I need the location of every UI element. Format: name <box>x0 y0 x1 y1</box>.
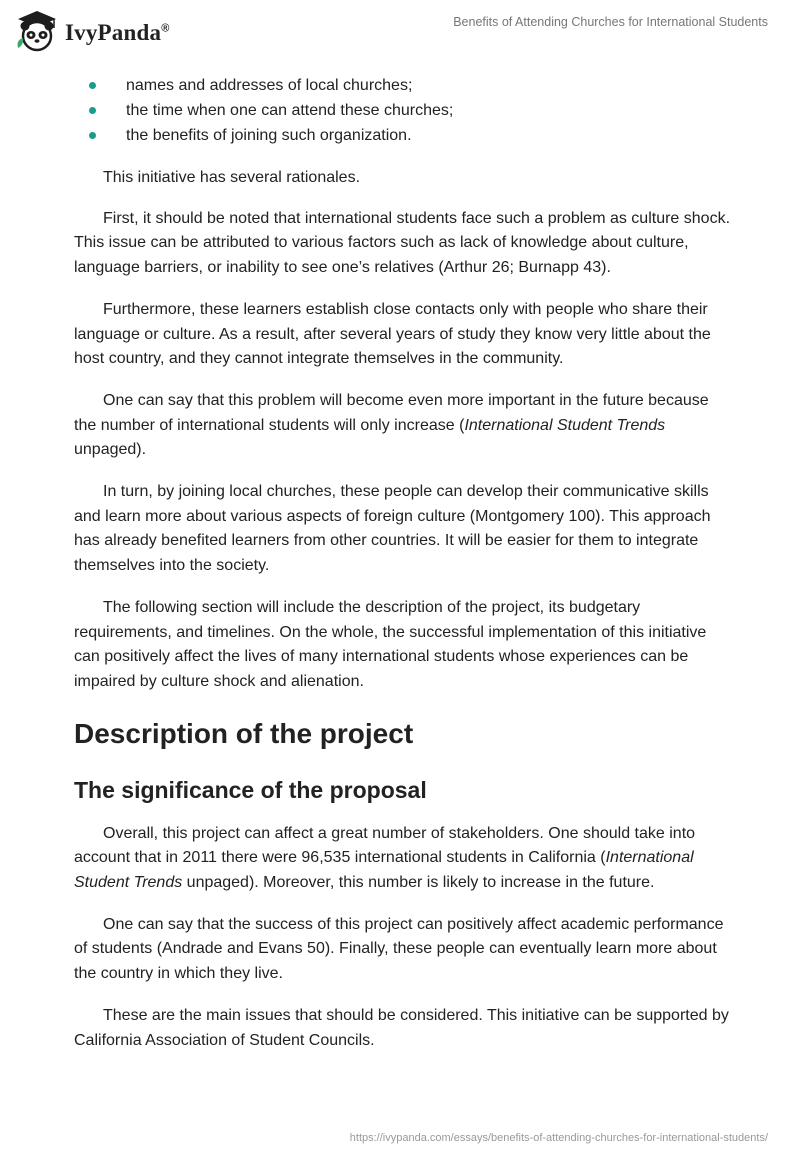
paragraph: In turn, by joining local churches, these people can develop their communicative skills and learn more about various aspects of foreign culture (Montgomery 100). This approach has already benefited learners from other countries. It will be easier for them to integrate themselves into the society. <box>74 483 711 575</box>
bullet-dot-icon <box>89 132 96 139</box>
panda-graduate-icon <box>14 8 60 54</box>
bullet-dot-icon <box>89 107 96 114</box>
paragraph: One can say that this problem will become even more important in the future because the number of international students will only increase (International Student Trends unpaged). <box>74 391 709 459</box>
source-url[interactable]: https://ivypanda.com/essays/benefits-of-attending-churches-for-international-students/ <box>349 1132 768 1144</box>
bullet-dot-icon <box>89 82 96 89</box>
ivypanda-logo[interactable] <box>14 8 170 54</box>
subsection-heading: The significance of the proposal <box>74 776 427 803</box>
bullet-list <box>74 73 730 148</box>
paragraph: One can say that the success of this project can positively affect academic performance of students (Andrade and Evans 50). Finally, these people can eventually learn more about the country in which they live. <box>74 915 724 983</box>
paragraph: The following section will include the description of the project, its budgetary requirements, and timelines. On the whole, the successful implementation of this initiative can positively affect the lives of many international students whose experiences can be impaired by culture shock and alienation. <box>74 598 707 690</box>
list-item: the benefits of joining such organization. <box>74 123 730 148</box>
paragraph: This initiative has several rationales. <box>103 169 361 186</box>
citation-title: International Student Trends <box>74 849 694 892</box>
section-heading: Description of the project <box>74 717 414 749</box>
logo-wordmark: IvyPanda® <box>65 20 170 45</box>
paragraph: Furthermore, these learners establish close contacts only with people who share their language or culture. As a result, after several years of study they know very little about the host country, and they cannot integrate themselves in the community. <box>74 300 711 368</box>
paragraph: Overall, this project can affect a great number of stakeholders. One should take into account that in 2011 there were 96,535 international students in California (International Student Trends unpaged). Moreover, this number is likely to increase in the future. <box>74 824 696 892</box>
paragraph: These are the main issues that should be considered. This initiative can be supported by California Association of Student Councils. <box>74 1006 729 1049</box>
paragraph: First, it should be noted that international students face such a problem as culture shock. This issue can be attributed to various factors such as lack of knowledge about culture, language barriers, or inability to see one’s relatives (Arthur 26; Burnapp 43). <box>74 209 731 277</box>
document-title: Benefits of Attending Churches for International Students <box>453 15 768 29</box>
citation-title: International Student Trends <box>464 416 666 434</box>
essay-content <box>74 70 730 1053</box>
list-item: the time when one can attend these churches; <box>74 98 730 123</box>
list-item: names and addresses of local churches; <box>74 73 730 98</box>
page-header <box>0 0 800 70</box>
